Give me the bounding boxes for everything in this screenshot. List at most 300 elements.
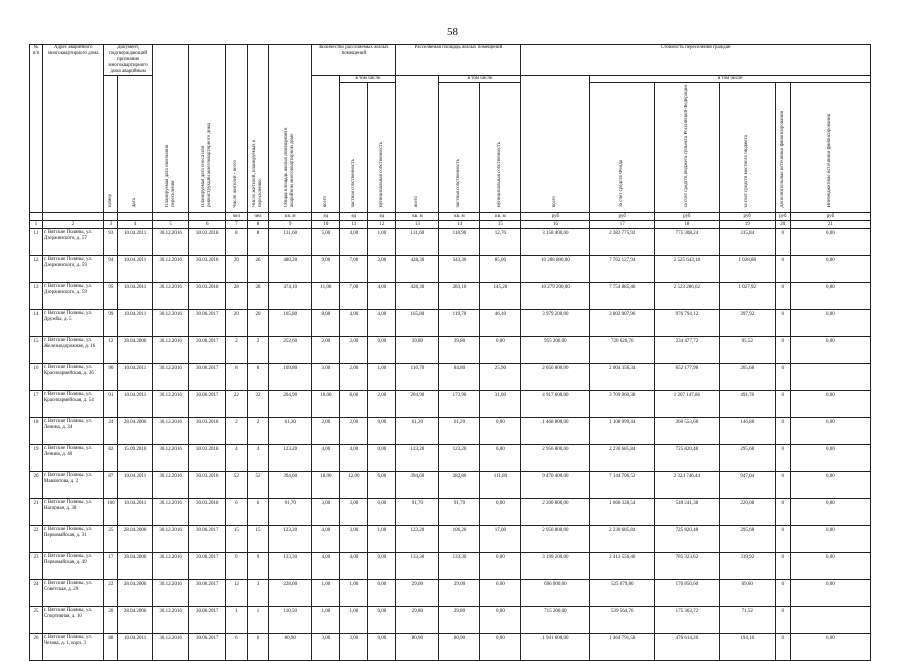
table-cell: 17 [104, 553, 118, 580]
table-cell: 17,00 [480, 526, 521, 553]
table-cell: 30.06.2017 [189, 634, 226, 661]
table-cell: 394,60 [396, 472, 439, 499]
table-row [30, 526, 871, 553]
table-cell: 8,00 [340, 391, 368, 418]
table-cell: 725 820,48 [655, 526, 720, 553]
table-cell: 3,00 [312, 499, 340, 526]
table-cell: 0 [775, 391, 790, 418]
header-doc: Документ, подтверждающий признание многоквартирного дома аварийным [104, 45, 152, 76]
table-cell: 1 660 328,54 [590, 499, 655, 526]
table-cell: 85,00 [480, 256, 521, 283]
table-cell: 539 564,76 [590, 607, 655, 634]
table-cell: 0,00 [368, 445, 396, 472]
table-cell: 1,00 [340, 580, 368, 607]
table-cell: 15 [226, 526, 248, 553]
table-cell: 146,88 [719, 418, 775, 445]
column-number-cell: 16 [521, 221, 590, 229]
table-cell: 0 [775, 634, 790, 661]
table-cell: 4,00 [312, 445, 340, 472]
table-row [30, 283, 871, 310]
table-cell: 476 614,26 [655, 634, 720, 661]
table-cell: 4,00 [340, 445, 368, 472]
address-cell: г. Вятские Поляны, ул. Первомайская, д. 49 [42, 553, 103, 580]
unit-cell [104, 213, 118, 221]
table-cell: 30.12.2016 [152, 526, 189, 553]
header-residents-total: Число жителей - всего [226, 45, 248, 213]
table-cell: 30.12.2016 [152, 256, 189, 283]
table-row [30, 472, 871, 499]
column-number-cell: 11 [340, 221, 368, 229]
table-cell: 4,00 [340, 229, 368, 256]
table-cell: 3 979 200,00 [521, 310, 590, 337]
table-cell: 4,00 [340, 310, 368, 337]
table-cell: 0,00 [790, 310, 870, 337]
table-cell: 165,80 [269, 310, 312, 337]
table-cell: 61,20 [269, 418, 312, 445]
table-cell: 123,20 [396, 526, 439, 553]
table-cell: 2,00 [340, 337, 368, 364]
table-cell: 0,00 [480, 418, 521, 445]
table-row [30, 445, 871, 472]
unit-cell: ед [312, 213, 340, 221]
table-cell: 91,70 [439, 499, 480, 526]
unit-cell: руб [655, 213, 720, 221]
table-cell: 170 850,60 [655, 580, 720, 607]
table-cell: 10.04.2011 [118, 229, 152, 256]
table-cell: 1 108 099,44 [590, 418, 655, 445]
table-cell: 133,30 [269, 553, 312, 580]
table-cell: 0,00 [790, 499, 870, 526]
table-cell: 283,10 [439, 283, 480, 310]
table-cell: 80,90 [439, 634, 480, 661]
table-cell: 2,00 [340, 364, 368, 391]
column-number-cell: 19 [719, 221, 775, 229]
table-cell: 0 [775, 499, 790, 526]
table-cell: 91,70 [269, 499, 312, 526]
table-cell: 30.06.2017 [189, 553, 226, 580]
table-cell: 525 079,80 [590, 580, 655, 607]
header-count-private: частная собственность [340, 83, 368, 213]
table-cell: 6 [226, 499, 248, 526]
table-cell: 173,90 [439, 391, 480, 418]
column-number-cell: 20 [775, 221, 790, 229]
address-cell: г. Вятские Поляны, ул. Спортивная, д. 10 [42, 607, 103, 634]
table-cell: 95,52 [719, 337, 775, 364]
table-cell: 2 [226, 337, 248, 364]
table-cell: 30.12.2016 [152, 445, 189, 472]
table-row [30, 337, 871, 364]
table-cell: 30.12.2016 [152, 418, 189, 445]
table-cell: 3,00 [340, 499, 368, 526]
table-cell: 61,20 [396, 418, 439, 445]
table-cell: 30.03.2018 [189, 283, 226, 310]
table-cell: 169,80 [269, 364, 312, 391]
table-cell: 234 477,72 [655, 337, 720, 364]
table-cell: 0 [775, 607, 790, 634]
table-cell: 28.04.2006 [118, 607, 152, 634]
table-cell: 30.12.2016 [152, 607, 189, 634]
table-cell: 25 [30, 607, 43, 634]
address-cell: г. Вятские Поляны, ул. Дзержинского, д. 59 [42, 283, 103, 310]
table-cell: 7 762 127,94 [590, 256, 655, 283]
table-cell: 2 324 746,44 [655, 472, 720, 499]
unit-cell: руб [719, 213, 775, 221]
table-cell: 30.12.2016 [152, 580, 189, 607]
table-cell: 30.06.2017 [189, 310, 226, 337]
table-cell: 3 [247, 580, 269, 607]
table-cell: 80,90 [269, 634, 312, 661]
table-cell: 30.12.2016 [152, 364, 189, 391]
header-count-total: всего [312, 76, 340, 213]
column-number-cell: 14 [439, 221, 480, 229]
table-cell: 725 820,48 [655, 445, 720, 472]
table-cell: 131,60 [396, 229, 439, 256]
table-cell: 6 [247, 634, 269, 661]
table-cell: 9 [226, 553, 248, 580]
table-cell: 22 [247, 391, 269, 418]
table-cell: 4 917 600,00 [521, 391, 590, 418]
table-cell: 282,80 [439, 472, 480, 499]
table-cell: 3,00 [312, 364, 340, 391]
table-cell: 30.12.2016 [152, 283, 189, 310]
unit-cell: чел [226, 213, 248, 221]
header-cost-fund: за счет средств Фонда [590, 83, 655, 213]
unit-cell [189, 213, 226, 221]
table-cell: 28.04.2006 [118, 553, 152, 580]
table-cell: 20 [104, 607, 118, 634]
table-cell: 1,00 [368, 364, 396, 391]
unit-cell [152, 213, 189, 221]
table-cell: 106,20 [439, 526, 480, 553]
column-number-cell: 7 [226, 221, 248, 229]
table-cell: 0 [775, 364, 790, 391]
table-cell: 204,90 [269, 391, 312, 418]
table-cell: 785 323,62 [655, 553, 720, 580]
table-cell: 360 553,68 [655, 418, 720, 445]
table-header [30, 45, 871, 229]
table-cell: 133,30 [396, 553, 439, 580]
table-cell: 71,52 [719, 607, 775, 634]
table-cell: 480,20 [269, 256, 312, 283]
column-number-cell: 2 [42, 221, 103, 229]
table-row [30, 607, 871, 634]
table-cell: 30.12.2016 [152, 310, 189, 337]
header-cost-region: за счет средств бюджета субъекта Российской Федерации [655, 83, 720, 213]
table-cell: 10.04.2011 [118, 472, 152, 499]
table-cell: 30.12.2016 [152, 553, 189, 580]
table-cell: 10 279 200,00 [521, 283, 590, 310]
table-cell: 9 [247, 553, 269, 580]
address-cell: г. Вятские Поляны, ул. Ленина, д. 40 [42, 445, 103, 472]
table-cell: 4,00 [368, 283, 396, 310]
table-cell: 13 [30, 283, 43, 310]
table-cell: 8 [226, 229, 248, 256]
table-cell: 2 230 685,84 [590, 445, 655, 472]
table-cell: 20 [247, 310, 269, 337]
table-cell: 95 [104, 283, 118, 310]
table-cell: 28.04.2006 [118, 337, 152, 364]
table-cell: 0 [775, 337, 790, 364]
table-cell: 0,00 [368, 634, 396, 661]
column-number-cell: 1 [30, 221, 43, 229]
table-cell: 30.12.2016 [152, 499, 189, 526]
table-cell: 175 363,72 [655, 607, 720, 634]
table-cell: 30.06.2017 [189, 580, 226, 607]
table-row [30, 553, 871, 580]
table-cell: 0,00 [790, 553, 870, 580]
table-cell: 3 002 007,96 [590, 310, 655, 337]
header-group-count: Количество расселяемых жилых помещений [312, 45, 396, 76]
table-cell: 976 794,12 [655, 310, 720, 337]
table-cell: 220,08 [719, 499, 775, 526]
table-cell: 0,00 [480, 445, 521, 472]
table-cell: 20 [226, 256, 248, 283]
unit-cell: руб [775, 213, 790, 221]
table-cell: 25 [104, 526, 118, 553]
unit-cell: ед [368, 213, 396, 221]
table-cell: 1,00 [312, 580, 340, 607]
address-cell: г. Вятские Поляны, ул. Нагорная, д. 38 [42, 499, 103, 526]
table-cell: 123,20 [439, 445, 480, 472]
page-number: 58 [447, 26, 458, 38]
header-cost-total: всего [521, 76, 590, 213]
table-cell: 1,00 [340, 607, 368, 634]
unit-cell: ед [340, 213, 368, 221]
table-cell: 3 158 400,00 [521, 229, 590, 256]
table-cell: 91 [104, 391, 118, 418]
column-number-cell: 13 [396, 221, 439, 229]
table-cell: 19 [30, 445, 43, 472]
table-cell: 99 [104, 310, 118, 337]
column-number-cell: 12 [368, 221, 396, 229]
table-cell: 39,80 [439, 337, 480, 364]
table-cell: 0,00 [480, 580, 521, 607]
table-cell: 22 [30, 526, 43, 553]
table-cell: 2 656 800,00 [521, 364, 590, 391]
table-cell: 2 525 643,18 [655, 256, 720, 283]
table-row [30, 499, 871, 526]
unit-cell: кв. м [439, 213, 480, 221]
table-cell: 1,00 [368, 526, 396, 553]
table-cell: 0,00 [480, 634, 521, 661]
table-cell: 118,90 [439, 229, 480, 256]
table-cell: 165,80 [396, 310, 439, 337]
table-cell: 2 [247, 418, 269, 445]
table-cell: 84,80 [439, 364, 480, 391]
table-cell: 30.06.2017 [189, 607, 226, 634]
unit-cell: кв. м [269, 213, 312, 221]
table-cell: 6 [226, 634, 248, 661]
address-cell: г. Вятские Поляны, ул. Дружбы, д. 5 [42, 310, 103, 337]
header-group-area: Расселяемая площадь жилых помещений [396, 45, 521, 76]
table-cell: 30.03.2018 [189, 445, 226, 472]
table-cell: 0,00 [790, 391, 870, 418]
table-cell: 80,90 [396, 634, 439, 661]
table-cell: 1 027,92 [719, 283, 775, 310]
table-cell: 30.06.2017 [189, 526, 226, 553]
column-numbers-row [30, 221, 871, 229]
table-cell: 93 [104, 229, 118, 256]
table-cell: 8 [226, 364, 248, 391]
table-row [30, 580, 871, 607]
table-cell: 9,00 [312, 256, 340, 283]
unit-cell: руб [590, 213, 655, 221]
table-cell: 14 [30, 310, 43, 337]
column-number-cell: 15 [480, 221, 521, 229]
table-cell: 3,00 [312, 634, 340, 661]
units-row [30, 213, 871, 221]
table-cell: 111,80 [480, 472, 521, 499]
table-cell: 315,84 [719, 229, 775, 256]
table-cell: 133,30 [439, 553, 480, 580]
table-cell: 2 004 356,34 [590, 364, 655, 391]
table-cell: 3 199 200,00 [521, 553, 590, 580]
table-cell: 1 941 600,00 [521, 634, 590, 661]
table-cell: 30.03.2018 [189, 472, 226, 499]
table-cell: 28.04.2006 [118, 580, 152, 607]
unit-cell: кв. м [396, 213, 439, 221]
header-count-municipal: муниципальная собственность [368, 83, 396, 213]
header-area-municipal: муниципальная собственность [480, 83, 521, 213]
table-cell: 1 [226, 607, 248, 634]
table-cell: 110,70 [396, 364, 439, 391]
header-area-including: в том числе [439, 76, 521, 83]
table-cell [790, 364, 870, 391]
table-cell: 10.04.2011 [118, 283, 152, 310]
address-cell: г. Вятские Поляны, ул. Мавлютова, д. 2 [42, 472, 103, 499]
table-cell: 720 626,76 [590, 337, 655, 364]
table-cell: 15.09.2010 [118, 445, 152, 472]
table-cell: 2,00 [312, 418, 340, 445]
table-cell: 39,80 [396, 337, 439, 364]
table-cell: 87 [104, 472, 118, 499]
table-cell: 319,92 [719, 553, 775, 580]
table-cell: 30.03.2018 [189, 499, 226, 526]
table-cell: 0 [775, 580, 790, 607]
table-cell: 119,70 [439, 310, 480, 337]
table-cell: 0 [775, 418, 790, 445]
table-body [30, 229, 871, 661]
table-cell: 4,00 [368, 310, 396, 337]
table-cell: 4,00 [312, 553, 340, 580]
table-cell: 10.04.2011 [118, 256, 152, 283]
table-cell: 4,00 [312, 526, 340, 553]
table-cell: 0,00 [790, 337, 870, 364]
table-cell: 90 [104, 364, 118, 391]
table-cell: 2 523 286,62 [655, 283, 720, 310]
address-cell: г. Вятские Поляны, ул. Красноармейская, д. 54 [42, 391, 103, 418]
table-cell: 7 144 706,52 [590, 472, 655, 499]
table-row [30, 256, 871, 283]
table-cell: 3,00 [340, 526, 368, 553]
table-cell: 696 000,00 [521, 580, 590, 607]
table-cell: 194,16 [719, 634, 775, 661]
table-cell: 0,00 [368, 607, 396, 634]
table-cell: 0,00 [368, 499, 396, 526]
header-residents-resettled: Число жителей, планируемых к переселению [247, 45, 269, 213]
column-number-cell: 21 [790, 221, 870, 229]
table-cell: 2 956 800,00 [521, 445, 590, 472]
table-row [30, 364, 871, 391]
unit-cell: кв. м [480, 213, 521, 221]
table-cell: 0,00 [368, 580, 396, 607]
table-cell: 0,00 [790, 472, 870, 499]
table-cell: 22 [226, 391, 248, 418]
column-number-cell: 10 [312, 221, 340, 229]
table-cell: 15 [247, 526, 269, 553]
column-number-cell: 8 [247, 221, 269, 229]
table-cell: 0,00 [368, 553, 396, 580]
address-cell: г. Вятские Поляны, ул. Дзержинского, д. 59 [42, 256, 103, 283]
table-cell: 7,00 [340, 283, 368, 310]
table-cell: 123,20 [269, 526, 312, 553]
table-cell: 0,00 [480, 553, 521, 580]
header-cost-local: за счет средств местного бюджета [719, 83, 775, 213]
table-cell: 0 [775, 472, 790, 499]
table-cell: 0,00 [790, 634, 870, 661]
table-cell: 12 [30, 256, 43, 283]
column-number-cell: 17 [590, 221, 655, 229]
table-cell: 0,00 [790, 445, 870, 472]
table-cell: 0,00 [790, 418, 870, 445]
table-cell: 9 470 400,00 [521, 472, 590, 499]
table-cell: 265,68 [719, 364, 775, 391]
table-cell: 28.04.2006 [118, 418, 152, 445]
table-cell: 4 [247, 445, 269, 472]
table-cell: 4,00 [340, 553, 368, 580]
table-cell: 26 [30, 634, 43, 661]
table-cell: 295,68 [719, 445, 775, 472]
table-cell: 0,00 [790, 256, 870, 283]
column-number-cell: 18 [655, 221, 720, 229]
table-cell: 228,00 [269, 580, 312, 607]
table-cell: 20 [226, 310, 248, 337]
table-cell: 30.06.2017 [189, 391, 226, 418]
table-cell: 123,20 [269, 445, 312, 472]
table-cell: 947,04 [719, 472, 775, 499]
column-number-cell: 5 [152, 221, 189, 229]
table-cell: 52 [226, 472, 248, 499]
table-cell: 22 [104, 580, 118, 607]
table-cell: 69,60 [719, 580, 775, 607]
table-cell: 29,00 [439, 580, 480, 607]
column-number-cell: 9 [269, 221, 312, 229]
table-cell: 8 [247, 229, 269, 256]
table-cell: 397,92 [719, 310, 775, 337]
table-cell: 8,00 [312, 310, 340, 337]
table-cell: 15 [30, 337, 43, 364]
table-cell: 0 [775, 445, 790, 472]
header-group-cost: Стоимость переселения граждан [521, 45, 871, 76]
header-doc-number: номер [104, 76, 118, 213]
table-cell [790, 607, 870, 634]
table-cell: 2 382 775,92 [590, 229, 655, 256]
table-cell: 17 [30, 391, 43, 418]
table-cell: 10.04.2011 [118, 310, 152, 337]
header-demolish-date: Планируемая дата сноса или реконструкции многоквартирного дома [189, 45, 226, 213]
header-total-area: Общая площадь жилых помещений в аварийном многоквартирном доме [269, 45, 312, 213]
table-cell: 29,80 [439, 607, 480, 634]
table-cell: 11,00 [312, 283, 340, 310]
table-cell: 0 [775, 553, 790, 580]
table-cell: 0,00 [368, 418, 396, 445]
table-cell: 540 241,38 [655, 499, 720, 526]
table-cell: 0,00 [790, 283, 870, 310]
table-cell: 145,20 [480, 283, 521, 310]
table-cell: 0 [775, 283, 790, 310]
table-cell: 110,50 [269, 607, 312, 634]
unit-cell: руб [521, 213, 590, 221]
